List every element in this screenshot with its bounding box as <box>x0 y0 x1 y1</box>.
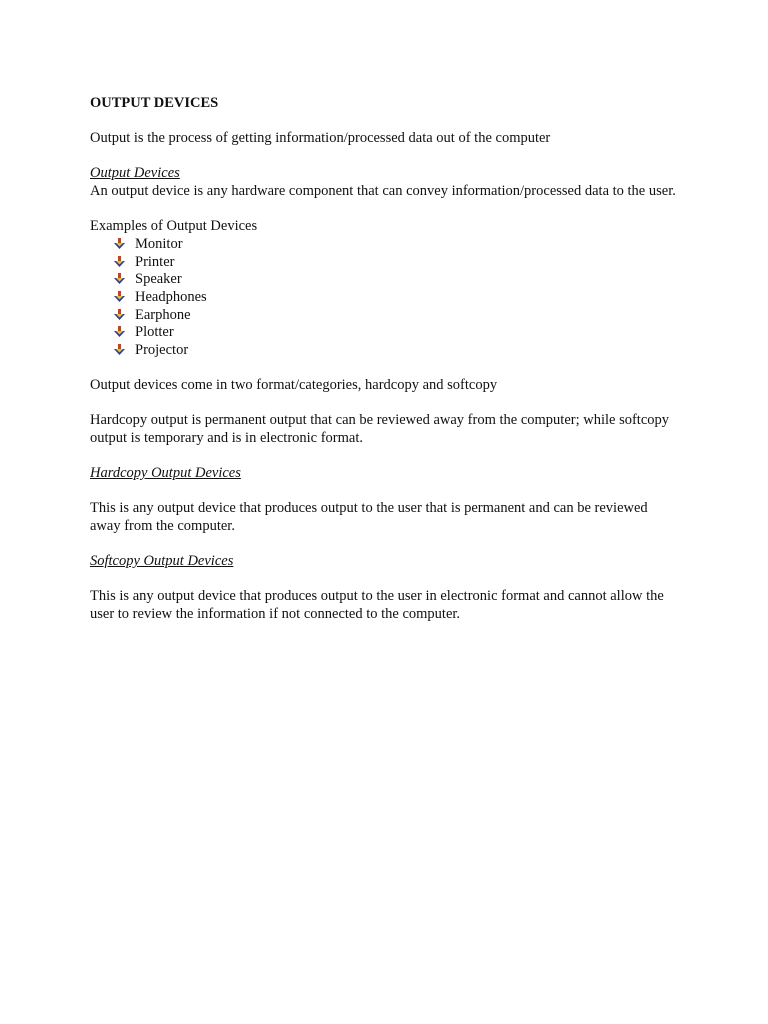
document-title: OUTPUT DEVICES <box>90 95 219 111</box>
intro-paragraph: Output is the process of getting information/processed data out of the computer <box>90 130 551 146</box>
arrow-down-bullet-icon <box>114 291 125 303</box>
hardcopy-vs-softcopy-paragraph: Hardcopy output is permanent output that can be reviewed away from the computer; while softcopy output is temporary and is in electronic format. <box>90 411 670 446</box>
softcopy-definition: This is any output device that produces output to the user in electronic format and cannot allow the user to review the information if not connected to the computer. <box>90 587 664 622</box>
list-item-label: Projector <box>135 341 189 358</box>
list-item <box>90 235 680 253</box>
formats-paragraph: Output devices come in two format/categories, hardcopy and softcopy <box>90 376 498 393</box>
list-item <box>90 323 680 341</box>
examples-label: Examples of Output Devices <box>90 218 258 234</box>
list-item-label: Monitor <box>135 235 183 252</box>
list-item-label: Earphone <box>135 306 191 323</box>
list-item <box>90 306 680 324</box>
arrow-down-bullet-icon <box>114 344 125 356</box>
hardcopy-definition: This is any output device that produces output to the user that is permanent and can be reviewed away from the computer. <box>90 499 648 534</box>
output-devices-heading: Output Devices <box>90 165 180 181</box>
arrow-down-bullet-icon <box>114 256 125 268</box>
list-item <box>90 288 680 306</box>
list-item-label: Headphones <box>135 288 207 305</box>
hardcopy-heading: Hardcopy Output Devices <box>90 464 241 481</box>
output-devices-definition: An output device is any hardware component that can convey information/processed data to the user. <box>90 183 676 199</box>
list-item-label: Speaker <box>135 271 182 288</box>
list-item-label: Plotter <box>135 324 174 341</box>
arrow-down-bullet-icon <box>114 309 125 321</box>
arrow-down-bullet-icon <box>114 273 125 285</box>
examples-list <box>90 235 680 359</box>
arrow-down-bullet-icon <box>114 238 125 250</box>
list-item <box>90 341 680 359</box>
list-item-label: Printer <box>135 253 175 270</box>
output-devices-section <box>90 164 680 200</box>
softcopy-heading: Softcopy Output Devices <box>90 552 234 569</box>
list-item <box>90 253 680 271</box>
document-body <box>90 94 680 640</box>
arrow-down-bullet-icon <box>114 326 125 338</box>
list-item <box>90 270 680 288</box>
